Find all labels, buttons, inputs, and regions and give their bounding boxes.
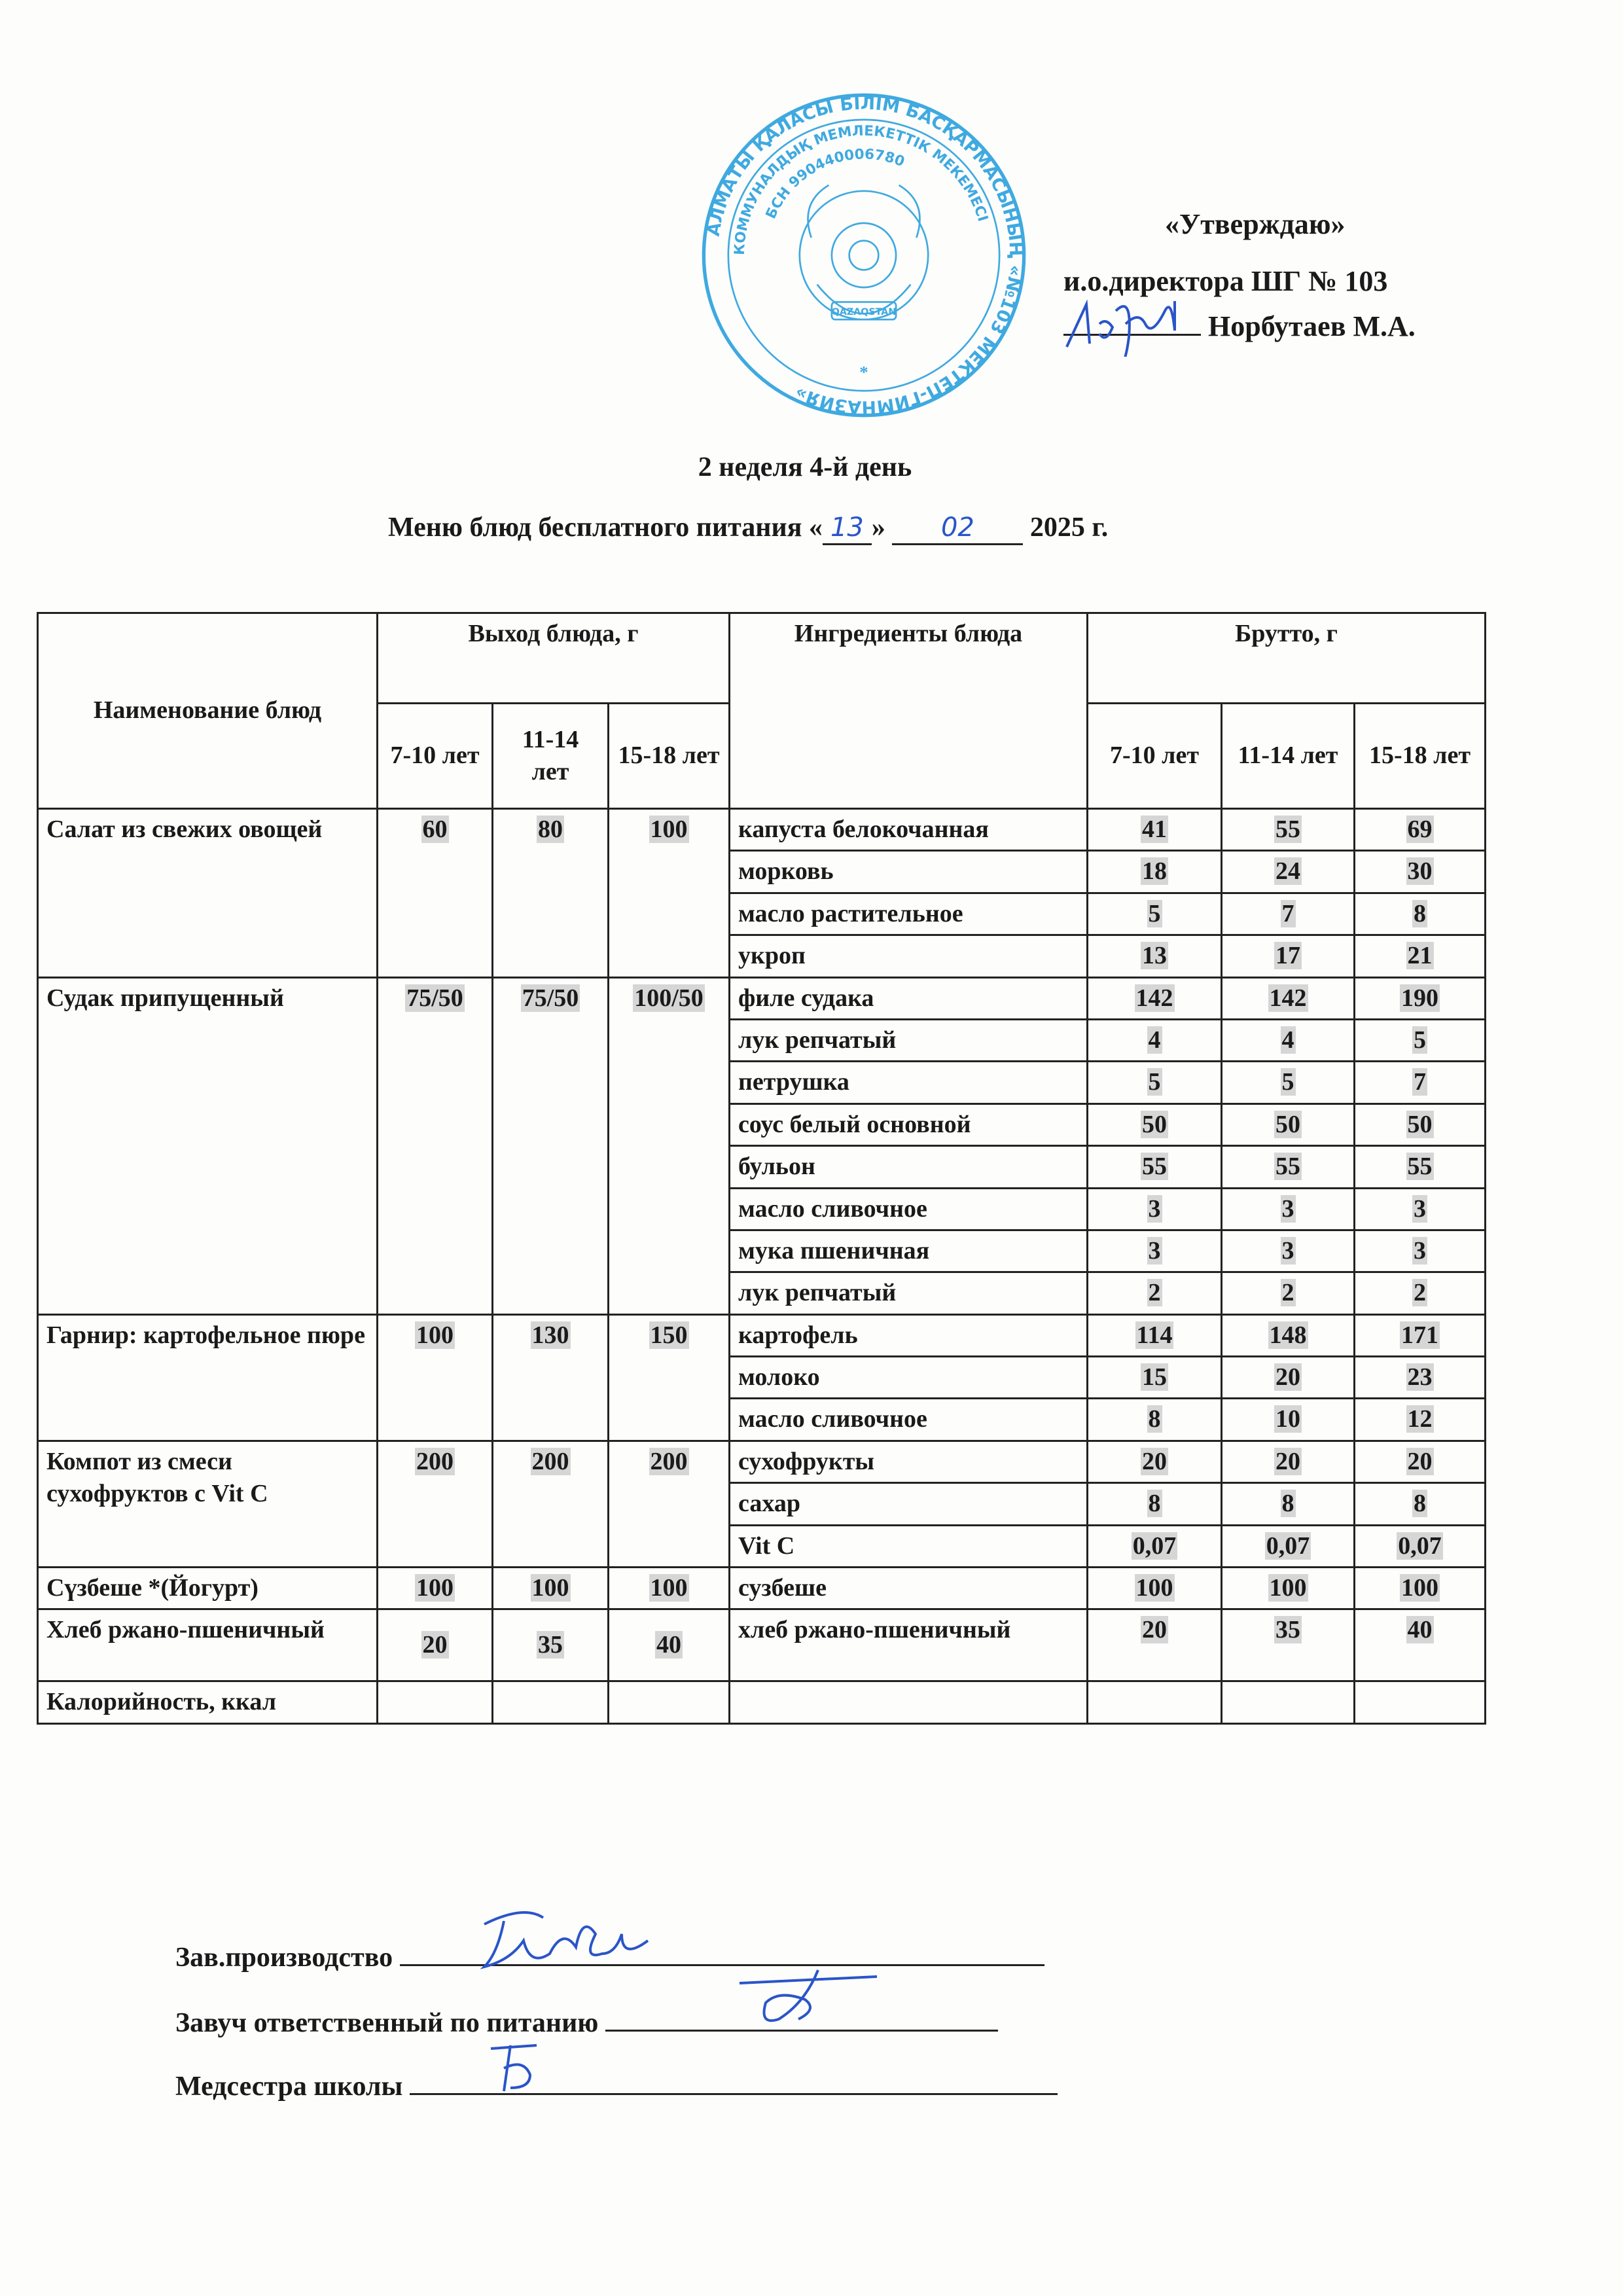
value: 150 [650, 1321, 688, 1349]
signature-label: Зав.производство [175, 1943, 393, 1973]
ingredient-gross [1222, 1230, 1355, 1272]
value: 8 [1414, 899, 1426, 927]
value: 7 [1281, 899, 1294, 927]
ingredient-gross [1088, 1314, 1222, 1356]
calories-value [1088, 1681, 1222, 1723]
value: 20 [1275, 1447, 1300, 1475]
ingredient-gross [1088, 1272, 1222, 1314]
ingredient-gross [1222, 851, 1355, 893]
svg-text:QAZAQSTAN: QAZAQSTAN [831, 307, 897, 318]
header-gross: Брутто, г [1088, 613, 1486, 704]
value: 80 [538, 816, 563, 843]
approver-name: Норбутаев М.А. [1208, 310, 1416, 342]
value: 0,07 [1132, 1532, 1177, 1560]
ingredient-name: Vit C [730, 1525, 1088, 1567]
value: 55 [1407, 1153, 1433, 1181]
ingredient-gross [1088, 1357, 1222, 1399]
ingredient-gross [1355, 1441, 1486, 1482]
value: 20 [422, 1631, 448, 1659]
official-stamp [700, 92, 1027, 419]
ingredient-name: картофель [730, 1314, 1088, 1356]
ingredient-gross [1088, 1188, 1222, 1230]
ingredient-gross [1355, 1272, 1486, 1314]
value: 20 [1142, 1616, 1167, 1644]
value: 50 [1142, 1110, 1167, 1138]
ingredient-gross [1355, 1399, 1486, 1441]
ingredient-gross [1088, 809, 1222, 851]
nurse-signature [478, 2036, 556, 2101]
header-yield: Выход блюда, г [378, 613, 730, 704]
value: 8 [1281, 1490, 1294, 1518]
value: 2 [1414, 1279, 1426, 1307]
value: 2 [1281, 1279, 1294, 1307]
value: 23 [1407, 1363, 1433, 1391]
ingredient-gross [1355, 1483, 1486, 1525]
calories-value [493, 1681, 609, 1723]
dish-yield [493, 1568, 609, 1609]
ingredient-gross [1088, 1230, 1222, 1272]
value: 142 [1135, 984, 1173, 1012]
header-dish-name: Наименование блюд [38, 613, 378, 809]
header-age: 7-10 лет [378, 704, 493, 809]
value: 4 [1148, 1026, 1161, 1054]
value: 35 [538, 1631, 563, 1659]
value: 3 [1414, 1236, 1426, 1265]
calories-value [378, 1681, 493, 1723]
value: 15 [1142, 1363, 1167, 1391]
ingredient-gross [1088, 851, 1222, 893]
value: 7 [1414, 1068, 1426, 1096]
ingredient-name: филе судака [730, 977, 1088, 1019]
ingredient-name: сузбеше [730, 1568, 1088, 1609]
value: 100 [650, 816, 688, 843]
value: 75/50 [406, 984, 463, 1012]
week-day-title: 2 неделя 4-й день [698, 452, 912, 482]
value: 12 [1407, 1405, 1433, 1433]
calories-label: Калорийность, ккал [38, 1681, 378, 1723]
ingredient-gross [1088, 1483, 1222, 1525]
ingredient-gross [1222, 1019, 1355, 1061]
ingredient-gross [1355, 1525, 1486, 1567]
ingredient-name: мука пшеничная [730, 1230, 1088, 1272]
ingredient-gross [1222, 1525, 1355, 1567]
ingredient-gross [1088, 935, 1222, 977]
value: 100 [416, 1321, 454, 1349]
menu-table [37, 612, 1486, 1725]
approve-label: «Утверждаю» [1165, 208, 1346, 240]
ingredient-name: бульон [730, 1146, 1088, 1188]
value: 171 [1401, 1321, 1438, 1349]
menu-title-mid: » [871, 512, 885, 543]
value: 100 [1135, 1574, 1173, 1602]
value: 3 [1148, 1236, 1161, 1265]
day-blank [823, 512, 872, 545]
svg-text:КОММУНАЛДЫҚ МЕМЛЕКЕТТІК МЕКЕМЕ: КОММУНАЛДЫҚ МЕМЛЕКЕТТІК МЕКЕМЕСІ [731, 122, 991, 256]
value: 10 [1275, 1405, 1300, 1433]
value: 8 [1148, 1405, 1161, 1433]
dish-yield [378, 809, 493, 978]
table-row [38, 1441, 1486, 1482]
dish-yield [609, 977, 730, 1314]
table-row [38, 1568, 1486, 1609]
value: 55 [1275, 1153, 1300, 1181]
header-age: 7-10 лет [1088, 704, 1222, 809]
dish-yield [493, 1441, 609, 1567]
ingredient-gross [1222, 1146, 1355, 1188]
ingredient-name: сахар [730, 1483, 1088, 1525]
value: 200 [416, 1447, 454, 1475]
calories-value [1222, 1681, 1355, 1723]
menu-title-year: 2025 г. [1029, 512, 1109, 543]
ingredient-gross [1222, 1357, 1355, 1399]
ingredient-gross [1355, 935, 1486, 977]
value: 100 [650, 1574, 688, 1602]
ingredient-gross [1088, 1525, 1222, 1567]
value: 5 [1148, 1068, 1161, 1096]
ingredient-gross [1222, 1399, 1355, 1441]
value: 50 [1407, 1110, 1433, 1138]
value: 20 [1142, 1447, 1167, 1475]
dish-name: Сүзбеше *(Йогурт) [38, 1568, 378, 1609]
header-age: 15-18 лет [609, 704, 730, 809]
value: 60 [422, 816, 448, 843]
ingredient-gross [1222, 1188, 1355, 1230]
table-row [38, 1609, 1486, 1681]
header-ingredients: Ингредиенты блюда [730, 613, 1088, 809]
month-blank [892, 512, 1023, 545]
value: 3 [1414, 1194, 1426, 1223]
signature-label: Завуч ответственный по питанию [175, 2008, 599, 2038]
calories-row [38, 1681, 1486, 1723]
value: 35 [1275, 1616, 1300, 1644]
ingredient-name: молоко [730, 1357, 1088, 1399]
ingredient-gross [1088, 1103, 1222, 1145]
value: 13 [1142, 942, 1167, 970]
value: 55 [1142, 1153, 1167, 1181]
dish-yield [378, 977, 493, 1314]
value: 4 [1281, 1026, 1294, 1054]
ingredient-gross [1355, 1062, 1486, 1103]
dish-name: Хлеб ржано-пшеничный [38, 1609, 378, 1681]
ingredient-name: хлеб ржано-пшеничный [730, 1609, 1088, 1681]
ingredient-gross [1355, 851, 1486, 893]
ingredient-gross [1355, 1314, 1486, 1356]
ingredient-gross [1088, 1062, 1222, 1103]
dish-name: Салат из свежих овощей [38, 809, 378, 978]
ingredient-gross [1088, 1568, 1222, 1609]
svg-text:*: * [859, 362, 868, 382]
value: 0,07 [1398, 1532, 1442, 1560]
ingredient-gross [1355, 1609, 1486, 1681]
ingredient-gross [1222, 1062, 1355, 1103]
dish-name: Судак припущенный [38, 977, 378, 1314]
value: 3 [1281, 1236, 1294, 1265]
value: 17 [1275, 942, 1300, 970]
ingredient-gross [1088, 1441, 1222, 1482]
ingredient-gross [1222, 809, 1355, 851]
ingredient-gross [1355, 1188, 1486, 1230]
value: 0,07 [1266, 1532, 1310, 1560]
dish-yield [493, 977, 609, 1314]
value: 100/50 [634, 984, 704, 1012]
ingredient-gross [1088, 1609, 1222, 1681]
value: 18 [1142, 857, 1167, 886]
dish-name: Гарнир: картофельное пюре [38, 1314, 378, 1441]
value: 100 [531, 1574, 569, 1602]
state-emblem-icon [800, 185, 928, 319]
ingredient-name: петрушка [730, 1062, 1088, 1103]
calories-value [1355, 1681, 1486, 1723]
ingredient-gross [1355, 977, 1486, 1019]
ingredient-gross [1088, 977, 1222, 1019]
dish-yield [493, 1314, 609, 1441]
ingredient-name: масло сливочное [730, 1188, 1088, 1230]
svg-text:БСН 990440006780: БСН 990440006780 [762, 146, 907, 222]
ingredient-gross [1222, 935, 1355, 977]
dish-yield [378, 1568, 493, 1609]
svg-text:АЛМАТЫ ҚАЛАСЫ БІЛІМ БАСҚАРМАСЫ: АЛМАТЫ ҚАЛАСЫ БІЛІМ БАСҚАРМАСЫНЫҢ «№103 МЕКТЕП-ГИМНАЗИЯ» [703, 93, 1026, 418]
dish-yield [378, 1314, 493, 1441]
signature-label: Медсестра школы [175, 2072, 403, 2102]
dish-yield [609, 809, 730, 978]
value: 114 [1136, 1321, 1173, 1349]
value: 142 [1269, 984, 1307, 1012]
value: 75/50 [522, 984, 579, 1012]
dish-yield [378, 1609, 493, 1681]
value: 5 [1414, 1026, 1426, 1054]
signature-row-nurse [175, 2070, 1058, 2102]
value: 3 [1281, 1194, 1294, 1223]
value: 100 [1269, 1574, 1307, 1602]
value: 8 [1414, 1490, 1426, 1518]
dish-name: Компот из смеси сухофруктов с Vit C [38, 1441, 378, 1567]
ingredient-gross [1355, 1357, 1486, 1399]
table-row [38, 977, 1486, 1019]
ingredient-gross [1222, 1609, 1355, 1681]
ingredient-gross [1088, 893, 1222, 935]
ingredient-gross [1222, 1568, 1355, 1609]
day-handwritten: 13 [830, 512, 864, 543]
value: 30 [1407, 857, 1433, 886]
table-row [38, 809, 1486, 851]
value: 200 [650, 1447, 688, 1475]
table-row [38, 1314, 1486, 1356]
dish-yield [609, 1568, 730, 1609]
ingredient-gross [1222, 1314, 1355, 1356]
header-row [38, 613, 1486, 704]
menu-title [388, 512, 1108, 545]
ingredient-gross [1222, 977, 1355, 1019]
ingredient-gross [1355, 1103, 1486, 1145]
ingredient-name: капуста белокочанная [730, 809, 1088, 851]
value: 190 [1401, 984, 1438, 1012]
value: 50 [1275, 1110, 1300, 1138]
ingredient-gross [1088, 1146, 1222, 1188]
value: 69 [1407, 816, 1433, 843]
ingredient-name: соус белый основной [730, 1103, 1088, 1145]
ingredient-name: укроп [730, 935, 1088, 977]
value: 41 [1142, 816, 1167, 843]
value: 8 [1148, 1490, 1161, 1518]
dish-yield [493, 1609, 609, 1681]
value: 21 [1407, 942, 1433, 970]
value: 5 [1281, 1068, 1294, 1096]
value: 100 [416, 1574, 454, 1602]
value: 130 [531, 1321, 569, 1349]
value: 55 [1275, 816, 1300, 843]
approver-position: и.о.директора ШГ № 103 [1063, 265, 1388, 297]
value: 5 [1148, 899, 1161, 927]
ingredient-gross [1088, 1019, 1222, 1061]
ingredient-gross [1222, 893, 1355, 935]
ingredient-gross [1222, 1272, 1355, 1314]
ingredient-gross [1355, 1568, 1486, 1609]
calories-value [730, 1681, 1088, 1723]
ingredient-gross [1222, 1483, 1355, 1525]
value: 40 [656, 1631, 681, 1659]
value: 2 [1148, 1279, 1161, 1307]
dish-yield [378, 1441, 493, 1567]
value: 20 [1407, 1447, 1433, 1475]
dish-yield [609, 1441, 730, 1567]
ingredient-name: масло сливочное [730, 1399, 1088, 1441]
header-age: 11-14 лет [493, 704, 609, 809]
ingredient-gross [1355, 893, 1486, 935]
ingredient-name: масло растительное [730, 893, 1088, 935]
ingredient-name: морковь [730, 851, 1088, 893]
dish-yield [493, 809, 609, 978]
ingredient-name: сухофрукты [730, 1441, 1088, 1482]
ingredient-name: лук репчатый [730, 1019, 1088, 1061]
header-age: 11-14 лет [1222, 704, 1355, 809]
value: 200 [531, 1447, 569, 1475]
ingredient-gross [1088, 1399, 1222, 1441]
ingredient-gross [1355, 1146, 1486, 1188]
ingredient-gross [1222, 1103, 1355, 1145]
ingredient-gross [1222, 1441, 1355, 1482]
director-signature [1060, 285, 1204, 357]
dish-yield [609, 1609, 730, 1681]
value: 40 [1407, 1616, 1433, 1644]
nutrition-signature [720, 1964, 890, 2029]
menu-title-prefix: Меню блюд бесплатного питания « [388, 512, 823, 543]
ingredient-gross [1355, 809, 1486, 851]
production-signature [471, 1898, 681, 1977]
value: 100 [1401, 1574, 1438, 1602]
dish-yield [609, 1314, 730, 1441]
month-handwritten: 02 [940, 512, 974, 543]
ingredient-gross [1355, 1230, 1486, 1272]
ingredient-gross [1355, 1019, 1486, 1061]
ingredient-name: лук репчатый [730, 1272, 1088, 1314]
value: 20 [1275, 1363, 1300, 1391]
value: 24 [1275, 857, 1300, 886]
value: 3 [1148, 1194, 1161, 1223]
value: 148 [1269, 1321, 1307, 1349]
header-age: 15-18 лет [1355, 704, 1486, 809]
calories-value [609, 1681, 730, 1723]
